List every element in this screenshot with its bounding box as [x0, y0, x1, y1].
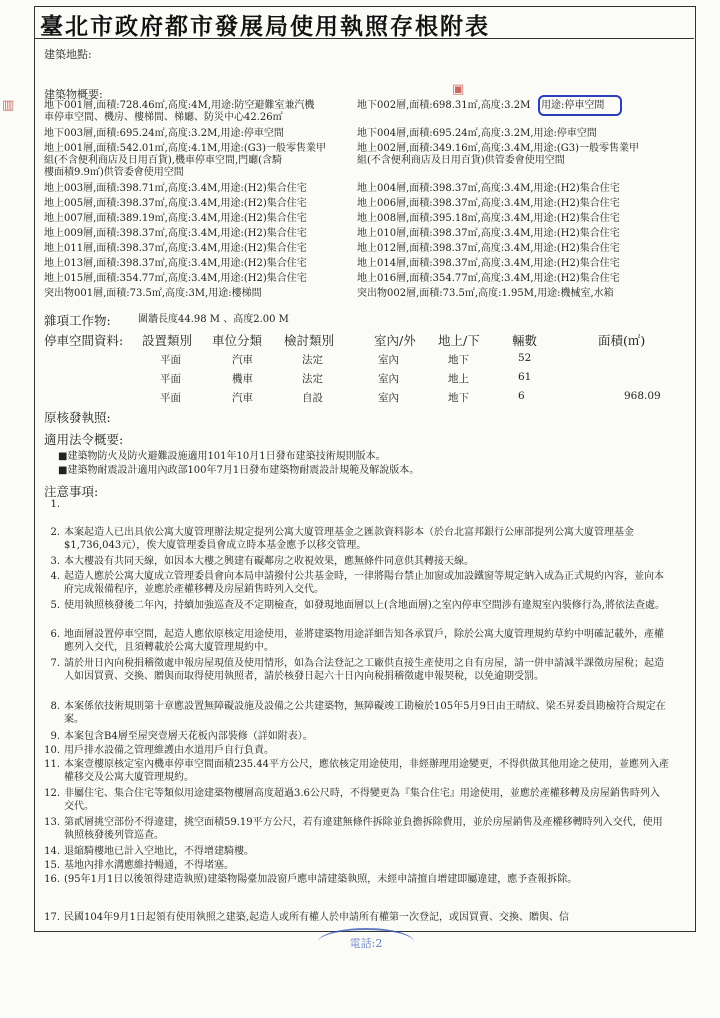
- parking-header: 面積(㎡): [598, 333, 646, 348]
- note-text: 地面層設置停車空間，起造人應依原核定用途使用，並將建築物用途詳細告知各承買戶，除於公寓大廈管理規約草約中明確記載外，產權應列入交代，且須轉載於公寓大廈管理規約中。: [64, 629, 664, 653]
- note-number: 15.: [44, 860, 60, 871]
- parking-header: 車位分類: [212, 333, 263, 348]
- floor-row-right: 地上002層,面積:349.16㎡,高度:3.4M,用途:(G3)一般零售業甲: [357, 143, 640, 154]
- note-number: 3.: [50, 556, 60, 567]
- note-text: 本案起造人已出具依公寓大廈管理辦法規定提列公寓大廈管理基金之匯款資料影本（於台北富邦銀行公庫部提列公寓大廈管理基金$1,736,043元），俟大廈管理委員會成立時本基金應予以移交管理。: [64, 527, 634, 551]
- parking-cell: 汽車: [232, 354, 253, 366]
- floor-row-right: 地上012層,面積:398.37㎡,高度:3.4M,用途:(H2)集合住宅: [357, 243, 620, 254]
- red-stamp-left: ▥: [2, 98, 15, 113]
- parking-header: 檢討類別: [284, 333, 335, 348]
- note-text: 用戶排水設備之管理維護由水道用戶自行負責。: [64, 745, 274, 756]
- floor-row-right: 突出物002層,面積:73.5㎡,高度:1.95M,用途:機械室,水箱: [357, 288, 614, 299]
- note-item: [44, 758, 669, 786]
- note-text: 本大樓設有共同天線，如因本大樓之興建有礙鄰房之收視效果，應無條件同意供其轉接天線。: [64, 556, 474, 567]
- notes-label: 注意事項:: [44, 484, 99, 499]
- floor-row-right: 地上016層,面積:354.77㎡,高度:3.4M,用途:(H2)集合住宅: [357, 273, 620, 284]
- note-item: [44, 911, 669, 925]
- misc-label: 雜項工作物:: [44, 313, 111, 328]
- note-text: 起造人應於公寓大廈成立管理委員會向本局申請撥付公共基金時，一律將陽台禁止加窗或加設鐵窗等規定納入成為正式規約內容，並向本府完成報備程序，並應於產權移轉及房屋銷售時列入交代。: [64, 571, 664, 595]
- parking-cell: 室內: [378, 354, 399, 366]
- note-text: 本案壹樓原核定室內機車停車空間面積235.44平方公尺，應依核定用途使用，非經辦理用途變更，不得供做其他用途之使用，並應列入產權移交及公寓大廈管理規約。: [64, 759, 669, 783]
- note-item: [44, 570, 669, 598]
- seal-text: 電話:2: [349, 937, 383, 950]
- note-item: [44, 744, 669, 758]
- parking-cell: 法定: [302, 354, 323, 366]
- note-number: 12.: [44, 788, 60, 799]
- note-item: [44, 599, 669, 627]
- note-item: [44, 859, 669, 873]
- note-item: [44, 845, 669, 859]
- note-number: 9.: [50, 731, 60, 742]
- law-item: ■建築物耐震設計適用內政部100年7月1日發布建築物耐震設計規範及解說版本。: [58, 465, 420, 476]
- floor-row-right: 地上014層,面積:398.37㎡,高度:3.4M,用途:(H2)集合住宅: [357, 258, 620, 269]
- overview-label: 建築物概要:: [44, 88, 103, 101]
- address-label: 建築地點:: [44, 48, 92, 61]
- note-text: 使用執照核發後二年內，持續加強巡查及不定期檢查，如發現地面層以上(含地面層)之室內停車空間涉有違規室內裝修行為,將依法查處。: [64, 600, 665, 611]
- parking-cell: 室內: [378, 392, 399, 404]
- approval-label: 原核發執照:: [44, 410, 111, 425]
- floor-row-left: 地上011層,面積:398.37㎡,高度:3.4M,用途:(H2)集合住宅: [44, 243, 307, 254]
- parking-cell: 地下: [448, 392, 469, 404]
- note-number: 11.: [44, 759, 60, 770]
- parking-header: 室內/外: [374, 333, 416, 348]
- note-number: 8.: [50, 701, 60, 712]
- parking-cell: 6: [518, 390, 525, 402]
- floor-row-right: 地上008層,面積:395.18㎡,高度:3.4M,用途:(H2)集合住宅: [357, 213, 620, 224]
- note-text: 請於卅日內向稅捐稽徵處申報房屋現值及使用情形，如為合法登記之工廠供直接生產使用之自有房屋，請一併申請減半課徵房屋稅；起造人如因買賣、交換、贈與而取得使用執照者，請於核發日起六十日內向稅捐稽徵處申報契稅，以免逾期受罰。: [64, 658, 664, 682]
- floor-right-top: 地下002層,面積:698.31㎡,高度:3.2M: [357, 100, 531, 111]
- parking-cell: 汽車: [232, 392, 253, 404]
- parking-label: 停車空間資料:: [44, 333, 124, 348]
- document-title: 臺北市政府都市發展局使用執照存根附表: [40, 13, 490, 40]
- parking-cell: 平面: [160, 392, 181, 404]
- note-number: 2.: [50, 527, 60, 538]
- seal-stamp: [318, 928, 414, 956]
- note-item: [44, 628, 669, 656]
- floor-row-left: 地上003層,面積:398.71㎡,高度:3.4M,用途:(H2)集合住宅: [44, 183, 307, 194]
- note-text: 非屬住宅、集合住宅等類似用途建築物樓層高度超過3.6公尺時，不得變更為『集合住宅』用途使用，並應於產權移轉及房屋銷售時列入交代。: [64, 788, 660, 812]
- parking-cell: 法定: [302, 373, 323, 385]
- parking-header: 設置類別: [142, 333, 193, 348]
- note-number: 14.: [44, 846, 60, 857]
- parking-cell: 平面: [160, 373, 181, 385]
- note-number: 10.: [44, 745, 60, 756]
- note-text: 基地內排水溝應維持暢通，不得堵塞。: [64, 860, 234, 871]
- parking-header: 輛數: [512, 333, 538, 348]
- note-item: [44, 730, 669, 744]
- note-number: 13.: [44, 817, 60, 828]
- note-number: 17.: [44, 912, 60, 923]
- note-text: (95年1月1日以後領得建造執照)建築物陽臺加設窗戶應申請建築執照，未經申請擅自增建即屬違建，應予查報拆除。: [64, 874, 578, 885]
- note-number: 5.: [50, 600, 60, 611]
- floor-row-right: 組(不含便利商店及日用百貨)供管委會使用空間: [357, 155, 565, 166]
- parking-header: 地上/下: [438, 333, 480, 348]
- note-item: [44, 657, 669, 699]
- parking-cell: 61: [518, 371, 532, 383]
- note-item: [44, 787, 669, 815]
- floor-row-left: 地上007層,面積:389.19㎡,高度:3.4M,用途:(H2)集合住宅: [44, 213, 307, 224]
- floor-row-right: 地上006層,面積:398.37㎡,高度:3.4M,用途:(H2)集合住宅: [357, 198, 620, 209]
- note-number: 1.: [50, 499, 60, 510]
- highlight-box: [538, 95, 622, 116]
- note-text: 退縮騎樓地已計入空地比，不得增建騎樓。: [64, 846, 254, 857]
- red-stamp-right: ▣: [452, 82, 465, 97]
- floor-row-left: 地上015層,面積:354.77㎡,高度:3.4M,用途:(H2)集合住宅: [44, 273, 307, 284]
- floor-row-right: 地上010層,面積:398.37㎡,高度:3.4M,用途:(H2)集合住宅: [357, 228, 620, 239]
- title-bar: [34, 6, 694, 39]
- note-number: 16.: [44, 874, 60, 885]
- note-text: 第貳層挑空部份不得違建，挑空面積59.19平方公尺，若有違建無條件拆除並負擔拆除費用，並於房屋銷售及產權移轉時列入交代，使用執照核發後列管巡查。: [64, 817, 663, 841]
- floor-row-left: 地上005層,面積:398.37㎡,高度:3.4M,用途:(H2)集合住宅: [44, 198, 307, 209]
- note-item: [44, 526, 669, 554]
- note-number: 7.: [50, 658, 60, 669]
- parking-cell: 平面: [160, 354, 181, 366]
- floor-row-right: 地下004層,面積:695.24㎡,高度:3.2M,用途:停車空間: [357, 128, 597, 139]
- parking-cell: 968.09: [624, 390, 661, 402]
- note-item: [44, 816, 669, 844]
- note-item: [44, 555, 669, 569]
- note-item: [44, 873, 669, 901]
- note-text: 本案包含B4層至屋突壹層天花板內部裝修（詳如附表）。: [64, 731, 313, 742]
- floor-row-right: 地上004層,面積:398.37㎡,高度:3.4M,用途:(H2)集合住宅: [357, 183, 620, 194]
- parking-cell: 52: [518, 352, 532, 364]
- floor-row-left: 組(不含便利商店及日用百貨),機車停車空間,門廳(含騎: [44, 155, 283, 166]
- floor-row-left: 地上013層,面積:398.37㎡,高度:3.4M,用途:(H2)集合住宅: [44, 258, 307, 269]
- parking-cell: 室內: [378, 373, 399, 385]
- note-number: 6.: [50, 629, 60, 640]
- floor-right-top-usage: 用途:停車空間: [541, 100, 605, 111]
- law-item: ■建築物防火及防火避難設施適用101年10月1日發布建築技術規則版本。: [58, 451, 386, 462]
- floor-row-left: 車停車空間、機房、樓梯間、梯廳、防災中心42.26㎡: [44, 112, 283, 123]
- parking-cell: 機車: [232, 373, 253, 385]
- floor-row-left: 地下003層,面積:695.24㎡,高度:3.2M,用途:停車空間: [44, 128, 284, 139]
- floor-row-left: 地上001層,面積:542.01㎡,高度:4.1M,用途:(G3)一般零售業甲: [44, 143, 327, 154]
- note-text: 本案係依技術規則第十章應設置無障礙設施及設備之公共建築物，無障礙竣工勘檢於105年5月9日由王晴紋、梁丕昇委員勘檢符合規定在案。: [64, 701, 666, 725]
- parking-cell: 自設: [302, 392, 323, 404]
- watermark-text: [150, 474, 153, 484]
- laws-label: 適用法令概要:: [44, 432, 124, 447]
- floor-row-left: 地下001層,面積:728.46㎡,高度:4M,用途:防空避難室兼汽機: [44, 100, 315, 111]
- note-number: 4.: [50, 571, 60, 582]
- parking-cell: 地上: [448, 373, 469, 385]
- parking-cell: 地下: [448, 354, 469, 366]
- floor-row-left: 突出物001層,面積:73.5㎡,高度:3M,用途:樓梯間: [44, 288, 262, 299]
- note-item: [44, 700, 669, 728]
- note-item: [44, 498, 669, 512]
- floor-row-left: 樓面積9.9㎡)供管委會使用空間: [44, 167, 184, 178]
- misc-value: 圍牆長度44.98 M 、高度2.00 M: [138, 314, 289, 325]
- note-text: 民國104年9月1日起領有使用執照之建築,起造人或所有權人於申請所有權第一次登記，或因買賣、交換、贈與、信: [64, 912, 569, 923]
- floor-row-left: 地上009層,面積:398.37㎡,高度:3.4M,用途:(H2)集合住宅: [44, 228, 307, 239]
